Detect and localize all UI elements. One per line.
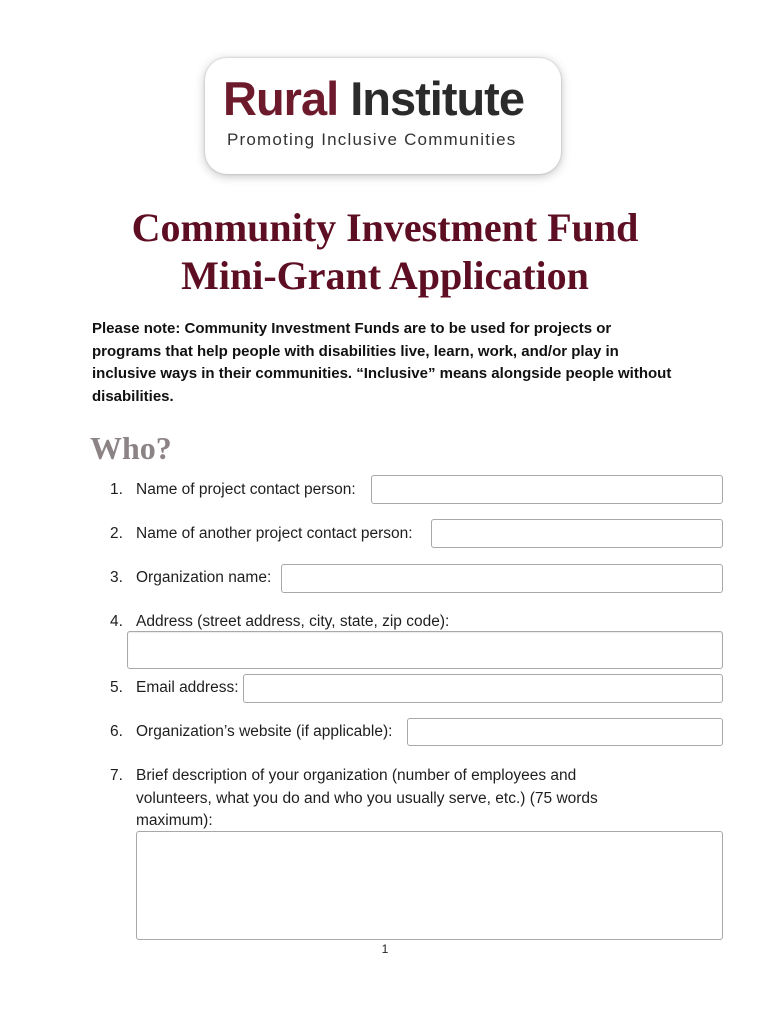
- question-text: Name of another project contact person:: [136, 525, 413, 542]
- logo-brand-first: Rural: [223, 72, 339, 125]
- question-6-label: [110, 721, 392, 743]
- question-text-line-1: Brief description of your organization (number of employees and: [136, 767, 577, 784]
- question-number: 4.: [110, 613, 123, 630]
- rural-institute-logo: [205, 58, 561, 174]
- organization-website-field[interactable]: [407, 718, 723, 746]
- question-7-label-line-3: maximum):: [136, 812, 213, 829]
- logo-tagline: Promoting Inclusive Communities: [227, 130, 517, 149]
- intro-note: Please note: Community Investment Funds are to be used for projects or programs that help people with disabilities live, learn, work, and/or play in inclusive ways in their communities. “Inclusive” means alongside people without disabilities.: [92, 320, 672, 405]
- question-number: 3.: [110, 569, 123, 586]
- question-number: 7.: [110, 767, 123, 784]
- page-number: 1: [381, 942, 389, 956]
- second-contact-person-field[interactable]: [431, 519, 723, 548]
- question-number: 6.: [110, 723, 123, 740]
- question-7-label-line-2: volunteers, what you do and who you usually serve, etc.) (75 words: [136, 790, 598, 807]
- logo-brand-second: Institute: [338, 72, 524, 125]
- question-text: Email address:: [136, 679, 239, 696]
- title-line-2: Mini-Grant Application: [181, 253, 589, 298]
- question-7-label: [110, 765, 576, 787]
- question-2-label: [110, 523, 413, 545]
- question-5-label: [110, 677, 239, 699]
- question-number: 5.: [110, 679, 123, 696]
- organization-description-textarea[interactable]: [136, 831, 723, 940]
- document-title: [0, 204, 770, 300]
- title-line-1: Community Investment Fund: [131, 205, 639, 250]
- contact-person-field[interactable]: [371, 475, 723, 504]
- question-number: 2.: [110, 525, 123, 542]
- question-text: Address (street address, city, state, zip code):: [136, 613, 450, 630]
- question-3-label: [110, 567, 271, 589]
- organization-name-field[interactable]: [281, 564, 723, 593]
- address-field[interactable]: [127, 631, 723, 669]
- question-number: 1.: [110, 481, 123, 498]
- email-address-field[interactable]: [243, 674, 723, 703]
- question-4-label: [110, 611, 449, 633]
- section-heading-who: Who?: [90, 430, 172, 466]
- question-1-label: [110, 479, 356, 501]
- logo-wordmark: [223, 72, 553, 126]
- question-text: Organization’s website (if applicable):: [136, 723, 393, 740]
- question-text: Name of project contact person:: [136, 481, 356, 498]
- question-text: Organization name:: [136, 569, 272, 586]
